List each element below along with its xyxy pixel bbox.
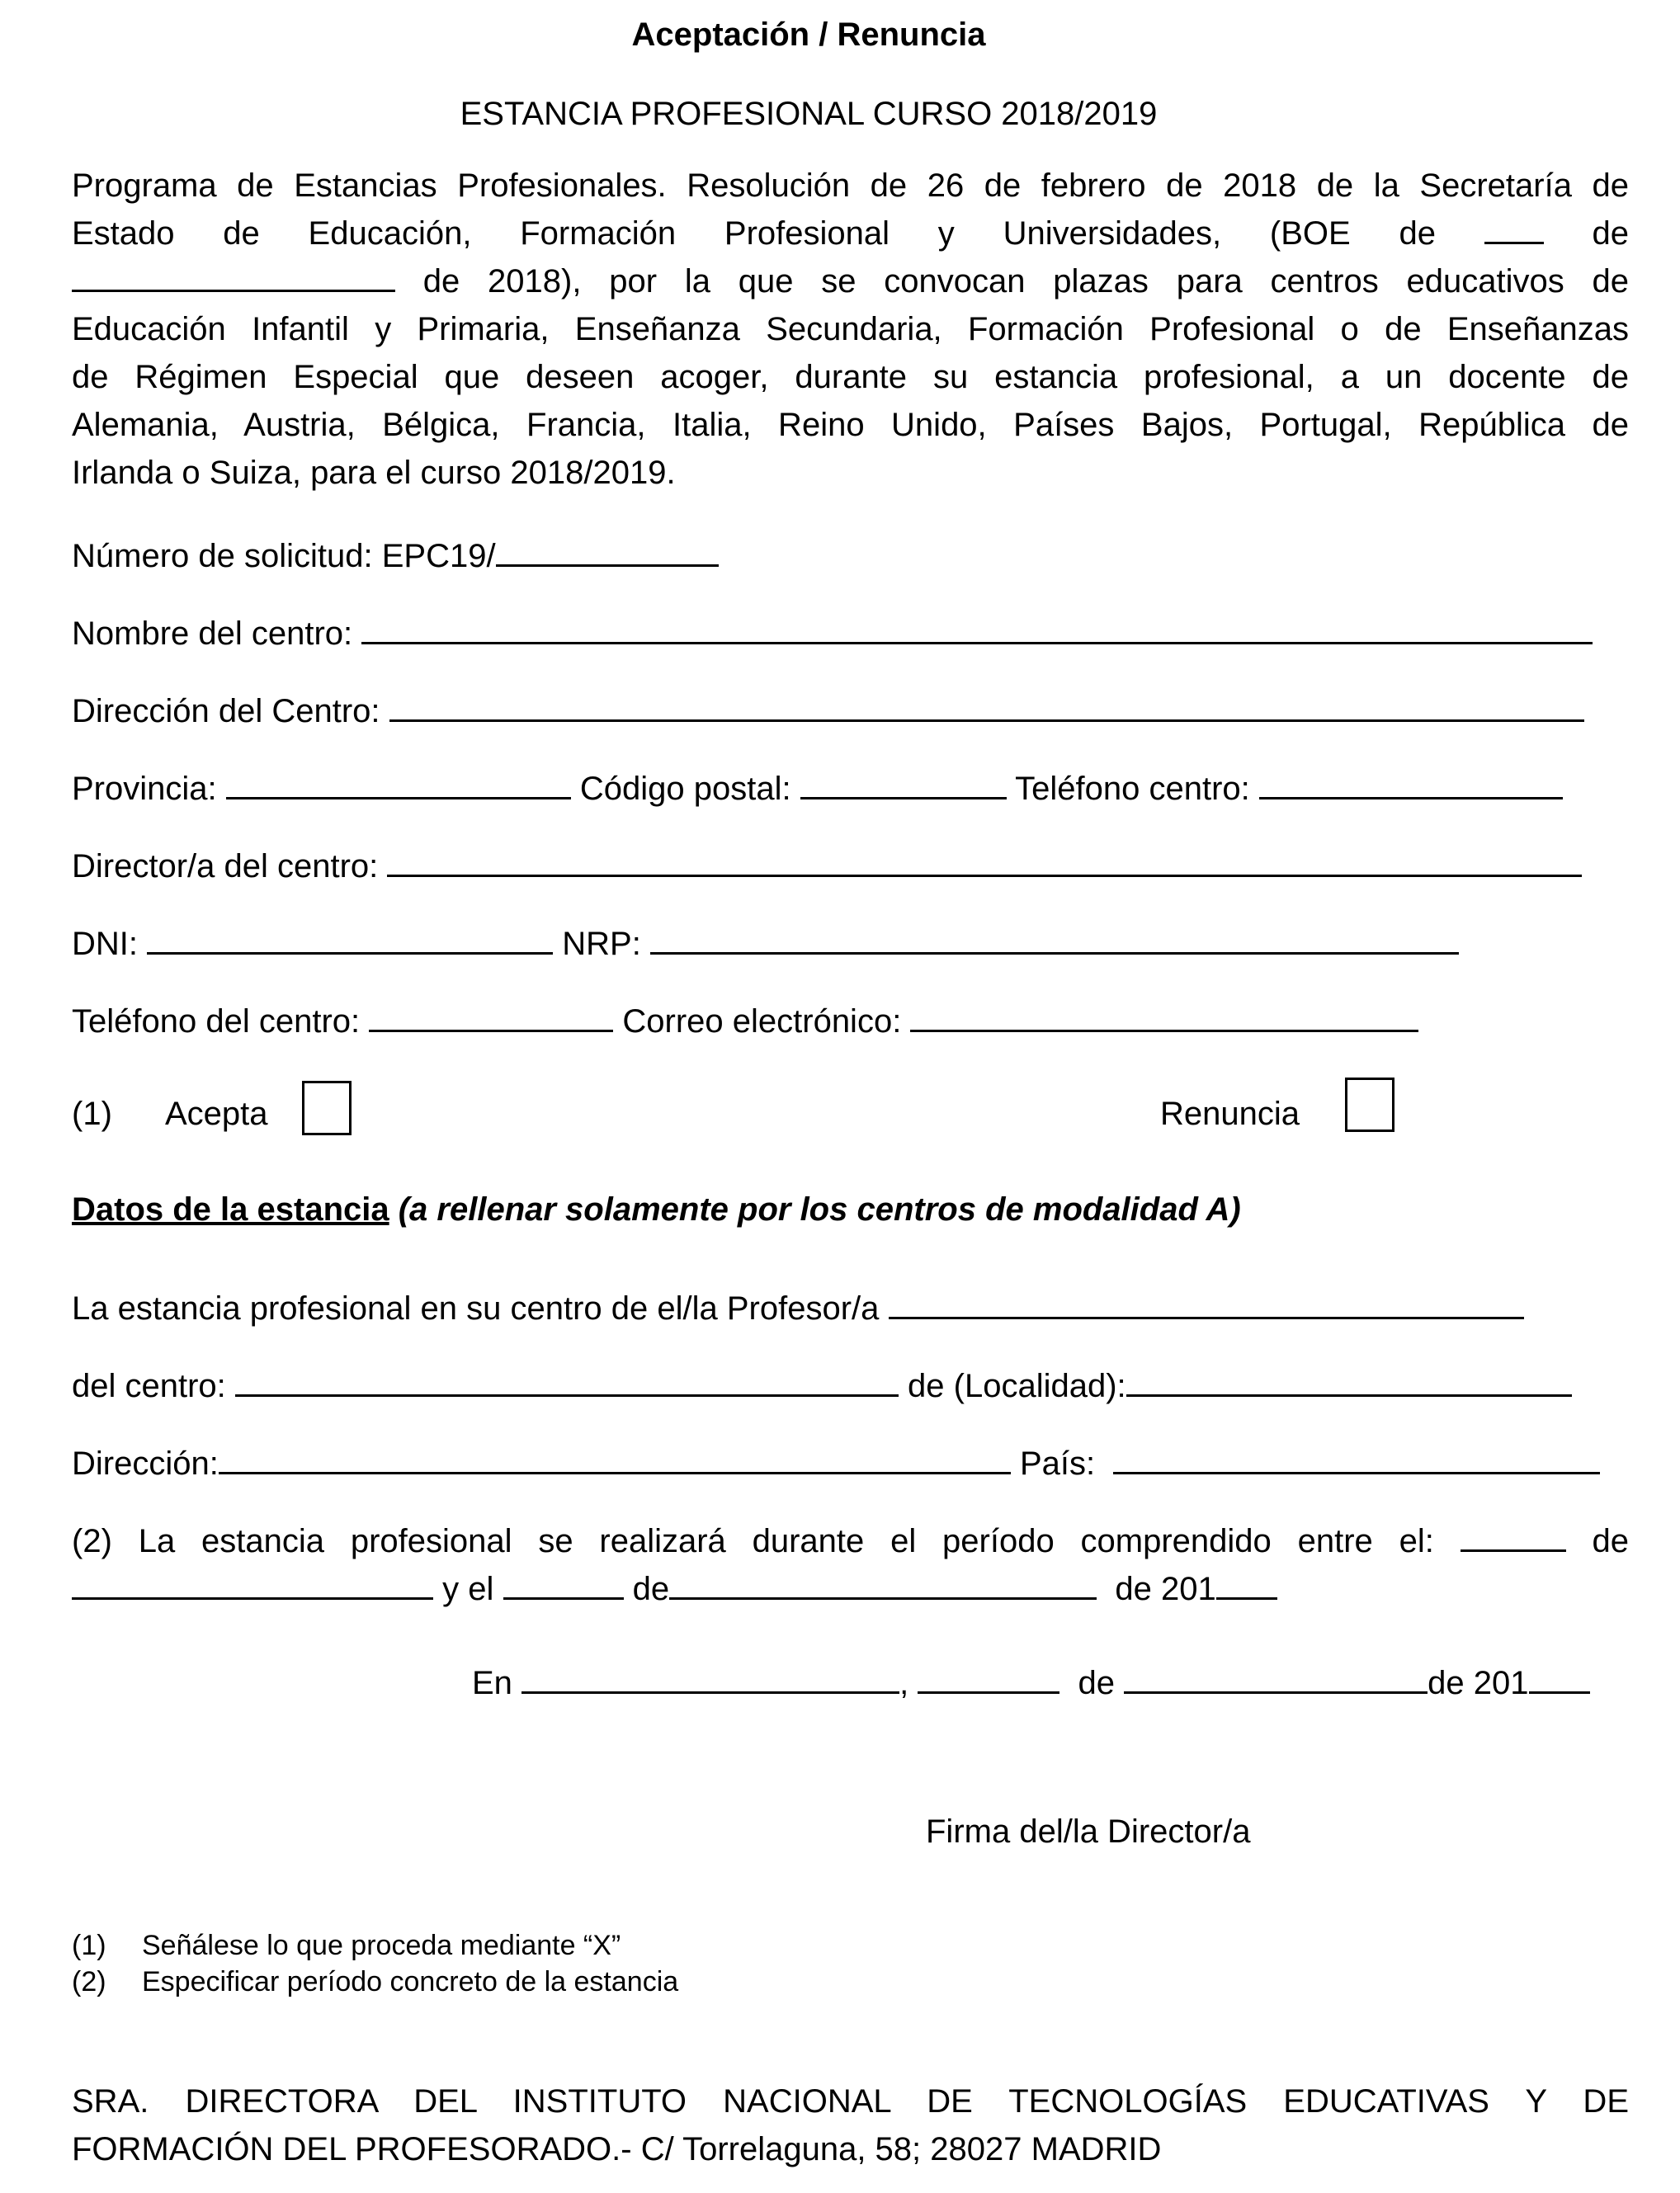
profesor-field[interactable]	[889, 1285, 1524, 1319]
localidad-label: de (Localidad):	[908, 1368, 1126, 1404]
telefono-centro-label: Teléfono centro:	[1015, 771, 1250, 807]
intro-line-6: Alemania, Austria, Bélgica, Francia, Italia, Reino Unido, Países Bajos, Portugal, República de	[72, 407, 1629, 443]
localidad-field[interactable]	[1126, 1363, 1572, 1397]
fecha-de-label: de	[1078, 1665, 1116, 1701]
note-2-text: Especificar período concreto de la estancia	[142, 1966, 679, 1997]
dni-field[interactable]	[147, 921, 553, 955]
periodo-de-label: de	[1592, 1523, 1629, 1559]
intro-line-3-text: de 2018), por la que se convocan plazas para centros educativos de	[422, 263, 1629, 299]
centro-localidad-row	[72, 1363, 1572, 1406]
numero-solicitud-field[interactable]	[496, 533, 719, 567]
lugar-fecha-row	[472, 1660, 1590, 1703]
del-centro-field[interactable]	[235, 1363, 899, 1397]
lugar-comma: ,	[899, 1665, 909, 1701]
direccion-centro-row	[72, 688, 1584, 731]
dia-field[interactable]	[918, 1660, 1059, 1694]
intro-line-2a: Estado de Educación, Formación Profesional y Universidades, (BOE de	[72, 215, 1436, 252]
periodo-yel-label: y el	[442, 1571, 494, 1607]
telefono-centro-field[interactable]	[1259, 766, 1563, 799]
address-line-2: FORMACIÓN DEL PROFESORADO.- C/ Torrelaguna, 58; 28027 MADRID	[72, 2131, 1162, 2167]
direccion-field[interactable]	[219, 1441, 1011, 1474]
estancia-heading: Datos de la estancia	[72, 1191, 389, 1228]
intro-paragraph	[72, 162, 1629, 497]
boe-day-blank[interactable]	[1484, 210, 1544, 244]
director-row	[72, 843, 1582, 886]
intro-line-1: Programa de Estancias Profesionales. Resolución de 26 de febrero de 2018 de la Secretaría de	[72, 167, 1629, 204]
dni-label: DNI:	[72, 926, 138, 962]
nombre-centro-label: Nombre del centro:	[72, 615, 353, 652]
intro-line-5: de Régimen Especial que deseen acoger, durante su estancia profesional, a un docente de	[72, 359, 1629, 395]
renuncia-label: Renuncia	[1160, 1096, 1300, 1132]
anio-field[interactable]	[1529, 1660, 1590, 1694]
periodo-dia-fin-field[interactable]	[503, 1566, 624, 1600]
periodo-mes-inicio-field[interactable]	[72, 1566, 433, 1600]
pais-field[interactable]	[1113, 1441, 1600, 1474]
provincia-row	[72, 766, 1563, 809]
periodo-line-1	[72, 1518, 1629, 1561]
mes-field[interactable]	[1124, 1660, 1428, 1694]
acepta-checkbox[interactable]	[302, 1081, 352, 1135]
contacto-row	[72, 998, 1418, 1041]
address-line-1: SRA. DIRECTORA DEL INSTITUTO NACIONAL DE TECNOLOGÍAS EDUCATIVAS Y DE	[72, 2083, 1629, 2120]
dni-row	[72, 921, 1459, 964]
nombre-centro-row	[72, 611, 1593, 653]
boe-month-blank[interactable]	[72, 258, 395, 292]
intro-line-3	[72, 257, 1629, 305]
profesor-row	[72, 1285, 1524, 1328]
nrp-label: NRP:	[562, 926, 641, 962]
nombre-centro-field[interactable]	[361, 611, 1593, 644]
profesor-label: La estancia profesional en su centro de el/la Profesor/a	[72, 1290, 880, 1327]
acepta-label: Acepta	[165, 1096, 268, 1132]
direccion-pais-row	[72, 1441, 1600, 1483]
note-2-number: (2)	[72, 1966, 106, 1997]
direccion-centro-field[interactable]	[389, 688, 1584, 722]
del-centro-label: del centro:	[72, 1368, 226, 1404]
direccion-label: Dirección:	[72, 1445, 219, 1482]
provincia-field[interactable]	[226, 766, 571, 799]
correo-label: Correo electrónico:	[622, 1003, 902, 1040]
estancia-heading-row	[72, 1190, 1241, 1229]
codigo-postal-field[interactable]	[800, 766, 1007, 799]
fecha-de201-label: de 201	[1428, 1665, 1529, 1701]
estancia-heading-note: (a rellenar solamente por los centros de modalidad A)	[398, 1191, 1241, 1228]
intro-line-2	[72, 210, 1629, 257]
intro-line-2b: de	[1592, 215, 1629, 252]
periodo-mes-fin-field[interactable]	[669, 1566, 1097, 1600]
numero-solicitud-row	[72, 533, 719, 576]
telefono-del-centro-field[interactable]	[369, 998, 613, 1032]
note-1-number: (1)	[72, 1930, 106, 1961]
periodo-line-2	[72, 1566, 1277, 1609]
direccion-centro-label: Dirección del Centro:	[72, 693, 380, 729]
periodo-de201-label: de 201	[1115, 1571, 1216, 1607]
provincia-label: Provincia:	[72, 771, 217, 807]
telefono-del-centro-label: Teléfono del centro:	[72, 1003, 361, 1040]
lugar-field[interactable]	[521, 1660, 899, 1694]
recipient-address	[72, 2077, 1629, 2173]
periodo-text: (2) La estancia profesional se realizará durante el período comprendido entre el:	[72, 1523, 1434, 1559]
periodo-dia-inicio-field[interactable]	[1461, 1518, 1566, 1552]
choice-marker: (1)	[72, 1096, 112, 1132]
renuncia-checkbox[interactable]	[1345, 1078, 1394, 1132]
director-label: Director/a del centro:	[72, 848, 379, 884]
document-subtitle: ESTANCIA PROFESIONAL CURSO 2018/2019	[460, 96, 1158, 132]
periodo-anio-field[interactable]	[1216, 1566, 1277, 1600]
codigo-postal-label: Código postal:	[579, 771, 791, 807]
firma-label: Firma del/la Director/a	[926, 1813, 1251, 1850]
periodo-de2-label: de	[632, 1571, 670, 1607]
en-label: En	[472, 1665, 512, 1701]
document-title: Aceptación / Renuncia	[631, 17, 986, 53]
nrp-field[interactable]	[650, 921, 1459, 955]
correo-field[interactable]	[910, 998, 1418, 1032]
numero-solicitud-label: Número de solicitud: EPC19/	[72, 538, 496, 574]
note-1-text: Señálese lo que proceda mediante “X”	[142, 1930, 621, 1961]
intro-line-7: Irlanda o Suiza, para el curso 2018/2019.	[72, 455, 676, 491]
intro-line-4: Educación Infantil y Primaria, Enseñanza Secundaria, Formación Profesional o de Enseñanzas	[72, 311, 1629, 347]
director-field[interactable]	[387, 843, 1582, 877]
pais-label: País:	[1019, 1445, 1096, 1482]
